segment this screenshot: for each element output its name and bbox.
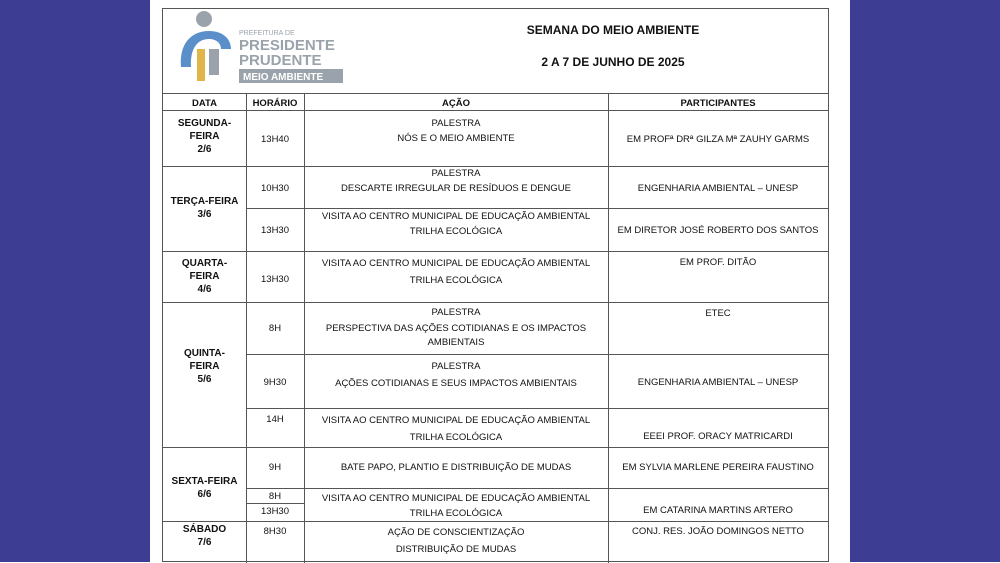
time-cell: 13H30 — [261, 274, 289, 285]
header-acao: AÇÃO — [442, 98, 470, 109]
logo-blue-arc — [181, 31, 231, 67]
time-cell: 10H30 — [261, 183, 289, 194]
time-cell: 8H — [268, 491, 282, 502]
action-cell — [304, 116, 608, 146]
logo-head-circle — [196, 11, 212, 27]
header-participantes: PARTICIPANTES — [680, 98, 756, 109]
day-cell-wednesday — [163, 257, 246, 296]
day-label: QUARTA- — [181, 258, 228, 269]
day-date: 6/6 — [197, 489, 212, 500]
action-line: PALESTRA — [431, 307, 481, 318]
day-label: SÁBADO — [182, 524, 227, 535]
row-divider — [163, 521, 828, 522]
action-cell — [304, 358, 608, 392]
participants-cell: ENGENHARIA AMBIENTAL – UNESP — [637, 183, 799, 194]
row-divider — [246, 488, 828, 489]
time-cell: 13H30 — [261, 506, 289, 517]
logo-line-1: PREFEITURA DE — [239, 30, 295, 37]
action-line: AÇÕES COTIDIANAS E SEUS IMPACTOS AMBIENTAIS — [335, 378, 577, 389]
action-line: TRILHA ECOLÓGICA — [409, 226, 503, 237]
time-cell: 8H — [268, 323, 282, 334]
row-divider — [163, 251, 828, 252]
day-date: 5/6 — [197, 374, 212, 385]
action-cell — [304, 209, 608, 239]
action-line: PALESTRA — [431, 361, 481, 372]
logo-gray-bar — [209, 49, 219, 75]
day-label: SEGUNDA- — [177, 118, 232, 129]
day-cell-tuesday — [163, 195, 246, 221]
action-line: PALESTRA — [431, 118, 481, 129]
page-title: SEMANA DO MEIO AMBIENTE — [526, 23, 700, 37]
action-line: AÇÃO DE CONSCIENTIZAÇÃO — [387, 527, 525, 538]
action-cell — [304, 166, 608, 196]
time-cell: 9H30 — [263, 377, 287, 388]
schedule-sheet — [162, 8, 829, 562]
prefeitura-logo — [171, 9, 351, 89]
action-cell — [304, 306, 608, 350]
day-cell-saturday — [163, 523, 246, 549]
column-divider — [608, 93, 609, 563]
header-data: DATA — [192, 98, 217, 109]
action-line: NÓS E O MEIO AMBIENTE — [397, 133, 515, 144]
action-cell — [304, 491, 608, 521]
row-divider — [246, 408, 828, 409]
action-line: PERSPECTIVA DAS AÇÕES COTIDIANAS E OS IMPACTOS — [325, 323, 587, 334]
document — [150, 0, 850, 562]
time-cell: 13H30 — [261, 225, 289, 236]
participants-cell: EM DIRETOR JOSÉ ROBERTO DOS SANTOS — [617, 225, 819, 236]
participants-cell: EEEI PROF. ORACY MATRICARDI — [643, 431, 793, 442]
row-divider — [163, 302, 828, 303]
day-date: 4/6 — [197, 284, 212, 295]
left-background-panel — [0, 0, 150, 562]
action-line: PALESTRA — [431, 168, 481, 179]
action-line: TRILHA ECOLÓGICA — [409, 432, 503, 443]
row-divider — [163, 447, 828, 448]
action-cell — [304, 255, 608, 289]
participants-cell: EM PROFª DRª GILZA Mª ZAUHY GARMS — [626, 134, 810, 145]
time-cell: 14H — [266, 414, 284, 425]
date-range: 2 A 7 DE JUNHO DE 2025 — [541, 55, 685, 69]
action-line: DESCARTE IRREGULAR DE RESÍDUOS E DENGUE — [341, 183, 571, 194]
day-label: FEIRA — [189, 271, 220, 282]
day-label: FEIRA — [189, 361, 220, 372]
right-background-panel — [850, 0, 1000, 562]
action-cell — [304, 412, 608, 446]
day-label: TERÇA-FEIRA — [170, 196, 239, 207]
action-cell — [304, 524, 608, 558]
logo-badge-text: MEIO AMBIENTE — [243, 72, 324, 83]
action-line: VISITA AO CENTRO MUNICIPAL DE EDUCAÇÃO AMBIENTAL — [321, 211, 591, 222]
row-divider — [246, 354, 828, 355]
day-date: 3/6 — [197, 209, 212, 220]
time-cell: 9H — [268, 462, 282, 473]
action-line: TRILHA ECOLÓGICA — [409, 508, 503, 519]
logo-gold-bar — [197, 49, 205, 81]
day-date: 2/6 — [197, 144, 212, 155]
day-label: FEIRA — [189, 131, 220, 142]
participants-cell: EM CATARINA MARTINS ARTERO — [643, 505, 793, 516]
action-line: AMBIENTAIS — [427, 337, 485, 348]
document-header — [163, 9, 828, 94]
participants-cell: ENGENHARIA AMBIENTAL – UNESP — [637, 377, 799, 388]
action-line: TRILHA ECOLÓGICA — [409, 275, 503, 286]
action-cell: BATE PAPO, PLANTIO E DISTRIBUIÇÃO DE MUDAS — [340, 462, 572, 473]
header-horario: HORÁRIO — [252, 98, 298, 109]
participants-cell: ETEC — [705, 308, 731, 319]
day-cell-thursday — [163, 347, 246, 386]
day-cell-friday — [163, 475, 246, 501]
participants-cell: EM SYLVIA MARLENE PEREIRA FAUSTINO — [622, 462, 814, 473]
participants-cell: CONJ. RES. JOÃO DOMINGOS NETTO — [632, 526, 804, 537]
action-line: VISITA AO CENTRO MUNICIPAL DE EDUCAÇÃO AMBIENTAL — [321, 258, 591, 269]
logo-line-3: PRUDENTE — [239, 52, 322, 69]
day-cell-monday — [163, 117, 246, 156]
logo-line-2: PRESIDENTE — [239, 37, 335, 54]
day-label: SEXTA-FEIRA — [171, 476, 238, 487]
time-cell: 8H30 — [263, 526, 287, 537]
day-date: 7/6 — [197, 537, 212, 548]
time-cell: 13H40 — [261, 134, 289, 145]
action-line: VISITA AO CENTRO MUNICIPAL DE EDUCAÇÃO AMBIENTAL — [321, 493, 591, 504]
participants-cell: EM PROF. DITÃO — [679, 257, 757, 268]
action-line: DISTRIBUIÇÃO DE MUDAS — [395, 544, 517, 555]
action-line: VISITA AO CENTRO MUNICIPAL DE EDUCAÇÃO AMBIENTAL — [321, 415, 591, 426]
day-label: QUINTA- — [184, 348, 225, 359]
